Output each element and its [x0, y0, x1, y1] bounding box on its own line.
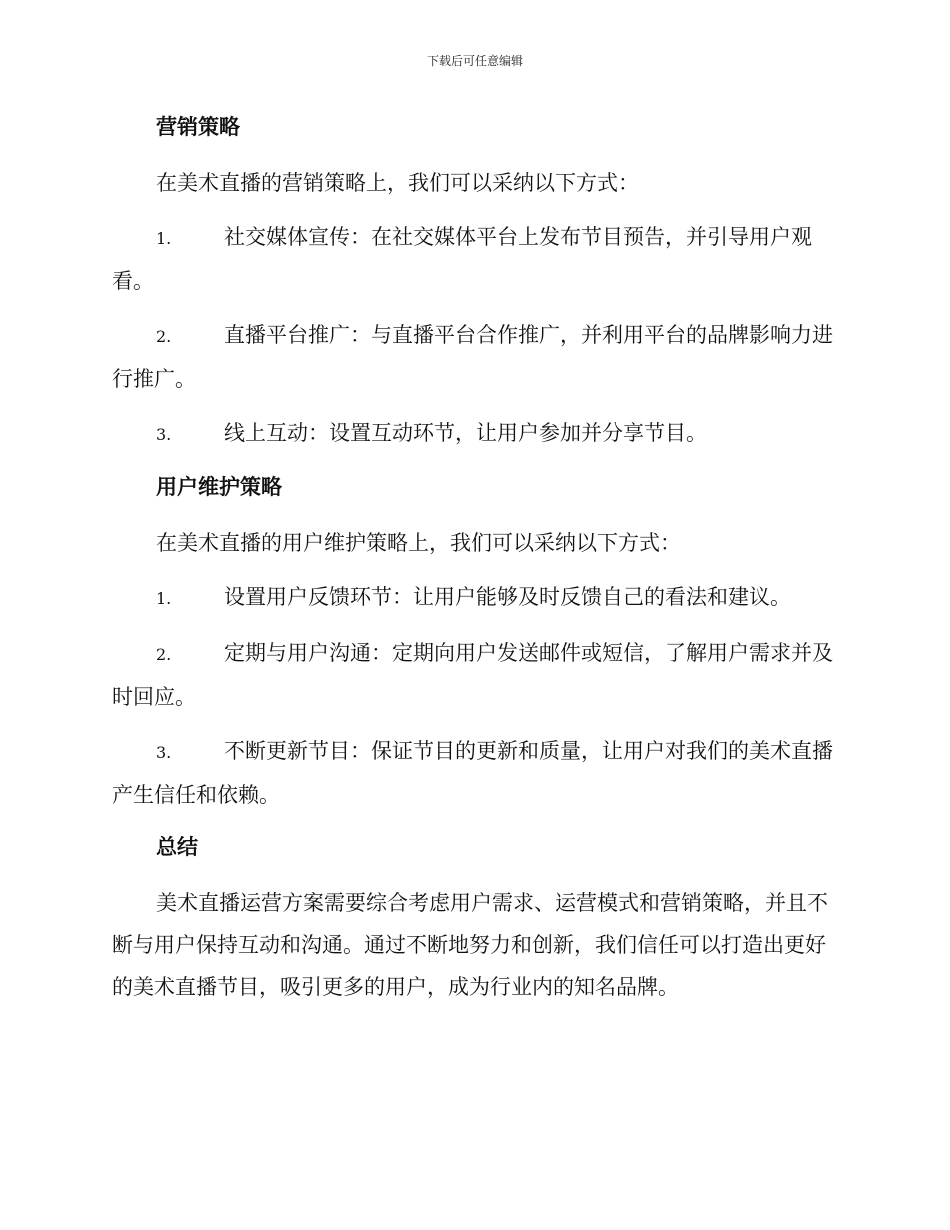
list-item [112, 412, 834, 456]
list-number: 1. [156, 589, 172, 608]
summary-paragraph: 美术直播运营方案需要综合考虑用户需求、运营模式和营销策略，并且不断与用户保持互动和沟通。通过不断地努力和创新，我们信任可以打造出更好的美术直播节目，吸引更多的用户，成为行业内的知名品牌。 [112, 891, 828, 999]
list-item [112, 314, 834, 400]
list-number: 3. [156, 743, 172, 762]
section-intro: 在美术直播的营销策略上，我们可以采纳以下方式： [156, 171, 639, 195]
list-number: 2. [156, 645, 172, 664]
section-heading: 总结 [156, 835, 198, 859]
section-heading: 用户维护策略 [156, 475, 282, 499]
list-text: 直播平台推广：与直播平台合作推广，并利用平台的品牌影响力进行推广。 [112, 323, 833, 391]
list-number: 2. [156, 327, 172, 346]
section-summary [112, 828, 834, 1008]
list-number: 3. [156, 425, 172, 444]
section-user-maintenance [112, 468, 834, 816]
section-intro: 在美术直播的用户维护策略上，我们可以采纳以下方式： [156, 531, 681, 555]
page-header-note: 下载后可任意编辑 [426, 54, 523, 68]
list-number: 1. [156, 229, 172, 248]
list-text: 不断更新节目：保证节目的更新和质量，让用户对我们的美术直播产生信任和依赖。 [112, 739, 833, 807]
document-body [112, 108, 834, 1020]
list-text: 社交媒体宣传：在社交媒体平台上发布节目预告，并引导用户观看。 [112, 225, 812, 293]
list-item [112, 730, 834, 816]
list-item [112, 576, 834, 620]
section-heading: 营销策略 [156, 115, 240, 139]
list-text: 线上互动：设置互动环节，让用户参加并分享节目。 [224, 421, 707, 445]
list-text: 设置用户反馈环节：让用户能够及时反馈自己的看法和建议。 [224, 585, 791, 609]
list-text: 定期与用户沟通：定期向用户发送邮件或短信，了解用户需求并及时回应。 [112, 641, 833, 709]
list-item [112, 632, 834, 718]
list-item [112, 216, 834, 302]
section-marketing [112, 108, 834, 456]
